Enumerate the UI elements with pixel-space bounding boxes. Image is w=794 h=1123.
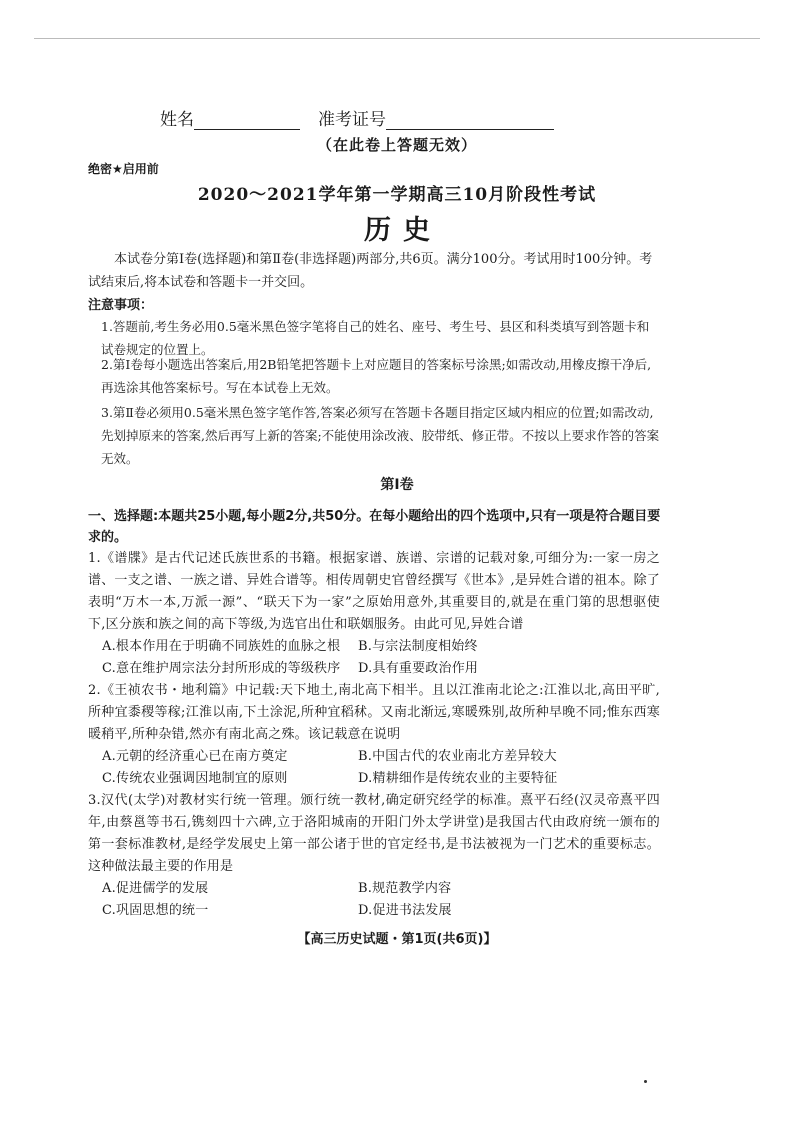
option-d: D.精耕细作是传统农业的主要特征: [358, 771, 558, 786]
scan-speck: [644, 1080, 647, 1083]
invalid-answer-note: （在此卷上答题无效）: [316, 136, 477, 154]
name-blank: [194, 111, 300, 130]
option-b: B.中国古代的农业南北方差异较大: [358, 749, 557, 764]
page-footer: 【高三历史试题・第1页(共6页)】: [297, 932, 497, 947]
option-a: A.根本作用在于明确不同族姓的血脉之根: [102, 639, 341, 654]
options-row: [102, 658, 660, 680]
option-a: A.促进儒学的发展: [102, 881, 209, 896]
options-row: [102, 878, 660, 900]
question-stem: 2.《王祯农书・地利篇》中记载:天下地土,南北高下相半。且以江淮南北论之:江淮以北,高田平旷,所种宜黍稷等稼;江淮以南,下土涂泥,所种宜稻秫。又南北渐远,寒暖殊别,故所种早晚不同;惟东西寒暖稍平,所种杂错,然亦有南北高之殊。该记载意在说明: [88, 683, 660, 742]
option-c: C.传统农业强调因地制宜的原则: [102, 771, 288, 786]
notice-heading: 注意事项：: [88, 298, 154, 313]
options-row: [102, 768, 660, 790]
question-2: [88, 680, 660, 790]
options-row: [102, 636, 660, 658]
notice-item: 2.第Ⅰ卷每小题选出答案后,用2B铅笔把答题卡上对应题目的答案标号涂黑;如需改动,用橡皮擦干净后,再选涂其他答案标号。写在本试卷上无效。: [101, 357, 652, 395]
option-c: C.意在维护周宗法分封所形成的等级秩序: [102, 661, 341, 676]
question-stem: 3.汉代(太学)对教材实行统一管理。颁行统一教材,确定研究经学的标准。熹平石经(汉灵帝熹平四年,由蔡邕等书石,镌刻四十六碑,立于洛阳城南的开阳门外太学讲堂)是我国古代由政府统一颁布的第一套标准教材,是经学发展史上第一部公诸于世的官定经书,是书法被视为一门艺术的重要标志。这种做法最主要的作用是: [88, 793, 660, 874]
option-d: D.具有重要政治作用: [358, 661, 479, 676]
option-a: A.元朝的经济重心已在南方奠定: [102, 749, 288, 764]
exam-id-label: 准考证号: [318, 110, 386, 130]
page-top-border: [34, 38, 760, 39]
question-3: [88, 790, 660, 922]
notice-item: 3.第Ⅱ卷必须用0.5毫米黑色签字笔作答,答案必须写在答题卡各题目指定区域内相应的位置;如需改动,先划掉原来的答案,然后再写上新的答案;不能使用涂改液、胶带纸、修正带。不按以上要求作答的答案无效。: [101, 405, 660, 466]
question-1: [88, 548, 660, 680]
notice-item: 1.答题前,考生务必用0.5毫米黑色签字笔将自己的姓名、座号、考生号、县区和科类填写到答题卡和试卷规定的位置上。: [101, 319, 650, 357]
section-instructions: 一、选择题:本题共25小题,每小题2分,共50分。在每小题给出的四个选项中,只有一项是符合题目要求的。: [88, 509, 661, 545]
exam-id-blank: [386, 111, 554, 130]
candidate-info-row: [160, 105, 554, 130]
exam-intro: 本试卷分第Ⅰ卷(选择题)和第Ⅱ卷(非选择题)两部分,共6页。满分100分。考试用时100分钟。考试结束后,将本试卷和答题卡一并交回。: [88, 252, 653, 290]
option-d: D.促进书法发展: [358, 903, 452, 918]
question-stem: 1.《谱牒》是古代记述氏族世系的书籍。根据家谱、族谱、宗谱的记载对象,可细分为:一家一房之谱、一支之谱、一族之谱、异姓合谱等。相传周朝史官曾经撰写《世本》,是异姓合谱的祖本。除了表明“万木一本,万派一源”、“联天下为一家”之原始用意外,其重要目的,就是在重门第的思想驱使下,区分族和族之间的高下等级,为选官出仕和联姻服务。由此可见,异姓合谱: [88, 551, 660, 632]
option-b: B.与宗法制度相始终: [358, 639, 478, 654]
option-b: B.规范教学内容: [358, 881, 452, 896]
options-row: [102, 746, 660, 768]
options-row: [102, 900, 660, 922]
exam-title: 2020～2021学年第一学期高三10月阶段性考试: [197, 185, 597, 205]
secret-mark: 绝密★启用前: [88, 162, 159, 176]
volume-title: 第Ⅰ卷: [380, 477, 414, 493]
option-c: C.巩固思想的统一: [102, 903, 209, 918]
subject-title: 历史: [364, 215, 442, 246]
name-label: 姓名: [160, 110, 194, 130]
